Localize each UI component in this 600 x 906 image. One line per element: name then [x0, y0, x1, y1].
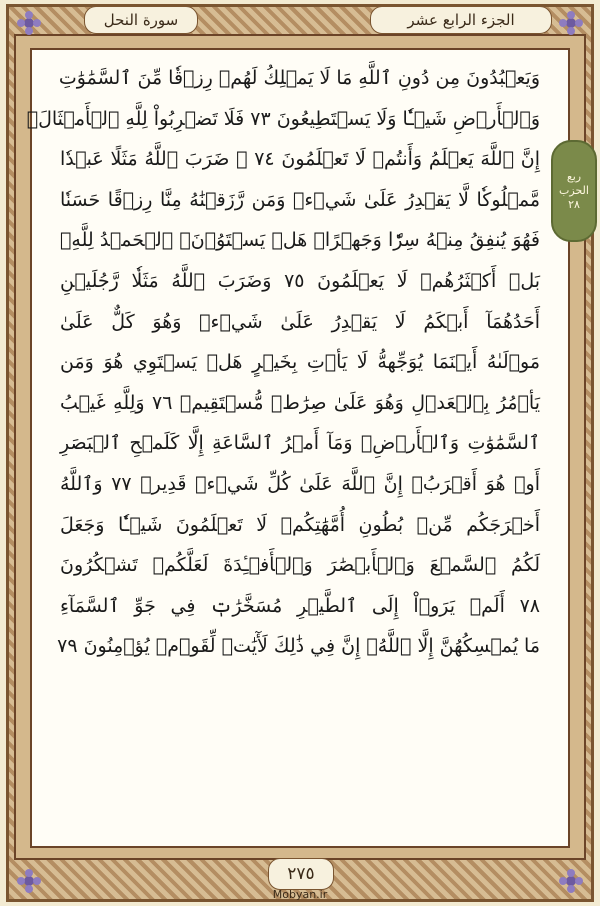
- hizb-quarter-label: ربع: [566, 170, 582, 183]
- hizb-label: الحزب: [559, 184, 589, 197]
- text-line: مَوۡلَىٰهُ أَيۡنَمَا يُوَجِّههُّ لَا يَأۡتِ بِخَيۡرٍ هَلۡ يَسۡتَوِي هُوَ وَمَن: [60, 351, 540, 374]
- juz-title: الجزء الرابع عشر: [370, 6, 552, 34]
- text-line: لَكُمُ ٱلسَّمۡعَ وَٱلۡأَبۡصَٰرَ وَٱلۡأَفۡـِٔدَةَ لَعَلَّكُمۡ تَشۡكُرُونَ: [60, 554, 540, 577]
- text-line: وَٱلۡأَرۡضِ شَيۡـٔٗا وَلَا يَسۡتَطِيعُونَ ٧٣ فَلَا تَضۡرِبُواْ لِلَّهِ ٱلۡأَمۡثَالَۚ: [26, 107, 540, 130]
- watermark: Mobyan.ir: [272, 888, 328, 901]
- page-number: ٢٧٥: [268, 858, 334, 890]
- text-line: ٧٨ أَلَمۡ يَرَوۡاْ إِلَى ٱلطَّيۡرِ مُسَخَّرَٰتٖ فِي جَوِّ ٱلسَّمَآءِ: [60, 594, 540, 617]
- text-line: يَأۡمُرُ بِٱلۡعَدۡلِ وَهُوَ عَلَىٰ صِرَٰطٖ مُّسۡتَقِيمٖ ٧٦ وَلِلَّهِ غَيۡبُ: [60, 391, 540, 414]
- surah-title: سورة النحل: [84, 6, 198, 34]
- corner-flower-icon: [556, 8, 586, 38]
- text-line: بَلۡ أَكۡثَرُهُمۡ لَا يَعۡلَمُونَ ٧٥ وَضَرَبَ ٱللَّهُ مَثَلٗا رَّجُلَيۡنِ: [60, 269, 540, 292]
- hizb-marker: [551, 140, 597, 242]
- text-line: مَا يُمۡسِكُهُنَّ إِلَّا ٱللَّهُۚ إِنَّ فِي ذَٰلِكَ لَأٓيَٰتٖ لِّقَوۡمٖ يُؤۡمِنُونَ ٧٩: [57, 635, 540, 658]
- quran-text: [26, 58, 540, 838]
- corner-flower-icon: [14, 866, 44, 896]
- text-line: ٱلسَّمَٰوَٰتِ وَٱلۡأَرۡضِۚ وَمَآ أَمۡرُ ٱلسَّاعَةِ إِلَّا كَلَمۡحِ ٱلۡبَصَرِ: [60, 432, 540, 455]
- corner-flower-icon: [556, 866, 586, 896]
- text-line: أَوۡ هُوَ أَقۡرَبُۚ إِنَّ ٱللَّهَ عَلَىٰ كُلِّ شَيۡءٖ قَدِيرٞ ٧٧ وَٱللَّهُ: [60, 472, 540, 495]
- text-line: مَّمۡلُوكٗا لَّا يَقۡدِرُ عَلَىٰ شَيۡءٖ وَمَن رَّزَقۡنَٰهُ مِنَّا رِزۡقًا حَسَنٗا: [60, 188, 540, 211]
- text-line: إِنَّ ٱللَّهَ يَعۡلَمُ وَأَنتُمۡ لَا تَعۡلَمُونَ ٧٤ ۞ ضَرَبَ ٱللَّهُ مَثَلًا عَبۡدٗا: [60, 148, 540, 171]
- corner-flower-icon: [14, 8, 44, 38]
- text-line: وَيَعۡبُدُونَ مِن دُونِ ٱللَّهِ مَا لَا يَمۡلِكُ لَهُمۡ رِزۡقٗا مِّنَ ٱلسَّمَٰوَٰتِ: [58, 67, 540, 89]
- text-line: أَخۡرَجَكُم مِّنۢ بُطُونِ أُمَّهَٰتِكُمۡ لَا تَعۡلَمُونَ شَيۡـٔٗا وَجَعَلَ: [60, 513, 540, 536]
- text-line: فَهُوَ يُنفِقُ مِنۡهُ سِرّٗا وَجَهۡرًاۖ هَلۡ يَسۡتَوُۥنَۚ ٱلۡحَمۡدُ لِلَّهِۚ: [60, 229, 540, 252]
- hizb-number: ٢٨: [568, 198, 580, 211]
- text-line: أَحَدُهُمَآ أَبۡكَمُ لَا يَقۡدِرُ عَلَىٰ شَيۡءٖ وَهُوَ كَلٌّ عَلَىٰ: [60, 310, 540, 333]
